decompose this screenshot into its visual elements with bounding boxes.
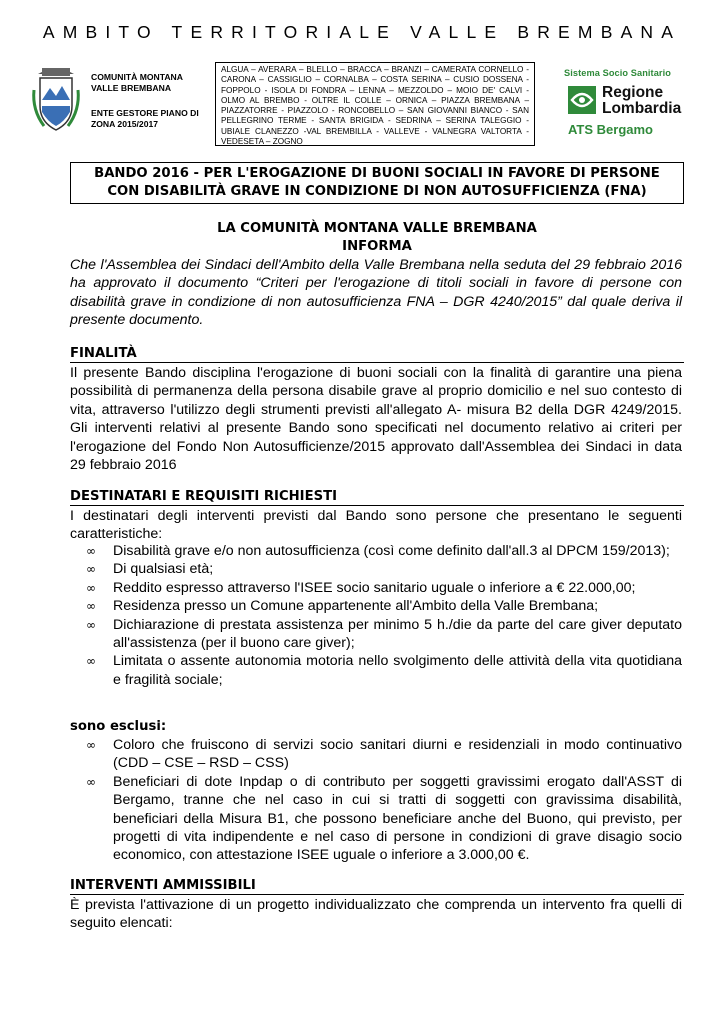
destinatari-heading: DESTINATARI E REQUISITI RICHIESTI <box>70 488 684 506</box>
bullet-icon: ∞ <box>86 544 96 558</box>
bullet-icon: ∞ <box>86 738 96 752</box>
ente-gestore: ENTE GESTORE PIANO DI ZONA 2015/2017 <box>91 108 199 129</box>
list-item: ∞ Disabilità grave e/o non autosufficienza (così come definito dall'all.3 al DPCM 159/2013); <box>86 543 670 559</box>
bullet-icon: ∞ <box>86 562 96 577</box>
bullet-icon: ∞ <box>86 580 96 595</box>
list-item: ∞ Di qualsiasi età; <box>86 561 214 578</box>
destinatari-list <box>86 542 682 689</box>
ats-bergamo: ATS Bergamo <box>568 122 653 137</box>
finalita-paragraph: Il presente Bando disciplina l'erogazione di buoni sociali con la finalità di garantire una piena possibilità di permanenza della persona disabile grave al proprio domicilio e nel suo contesto di vita, attraverso l'utilizzo degli strumenti previsti all'allegato A- misura B2 della DGR 4249/2015. Gli interventi relativi al presente Bando sono specificati nel documento relativo ai criteri per l'erogazione del Fondo Non Autosufficienze/2015 approvato dall'Assemblea dei Sindaci in data 29 febbraio 2016 <box>70 365 682 474</box>
destinatari-intro: I destinatari degli interventi previsti dal Bando sono persone che presentano le seguenti caratteristiche: <box>70 508 682 543</box>
bullet-icon: ∞ <box>86 617 96 632</box>
list-item: ∞ Reddito espresso attraverso l'ISEE socio sanitario uguale o inferiore a € 22.000,00; <box>86 579 636 596</box>
regione-lombardia-logo <box>564 68 694 142</box>
interventi-heading: INTERVENTI AMMISSIBILI <box>70 877 684 895</box>
comunita-name: COMUNITÀ MONTANA VALLE BREMBANA <box>91 72 183 93</box>
list-item: ∞ Residenza presso un Comune appartenente all'Ambito della Valle Brembana; <box>86 598 599 615</box>
bullet-icon: ∞ <box>86 599 96 614</box>
list-item: ∞ Dichiarazione di prestata assistenza per minimo 5 h./die da parte del care giver deputato all'assistenza (per il buono care giver); <box>86 616 682 652</box>
intro-paragraph: Che l'Assemblea dei Sindaci dell'Ambito della Valle Brembana nella seduta del 29 febbraio 2016 ha approvato il documento “Criteri per l'erogazione di titoli sociali in favore di persone con disabilità grave in condizione di non autosufficienza FNA – DGR 4240/2015” dal quale deriva il presente documento. <box>70 257 682 329</box>
sistema-socio-sanitario: Sistema Socio Sanitario <box>564 68 671 78</box>
esclusi-list <box>86 736 682 865</box>
regione-lombardia-text: Regione Lombardia <box>602 84 682 117</box>
bando-title-box: BANDO 2016 - PER L'EROGAZIONE DI BUONI SOCIALI IN FAVORE DI PERSONE CON DISABILITÀ GRAVE IN CONDIZIONE DI NON AUTOSUFFICIENZA (FNA) <box>70 162 684 204</box>
ambito-title: AMBITO TERRITORIALE VALLE BREMBANA <box>42 22 682 42</box>
interventi-paragraph: È prevista l'attivazione di un progetto individualizzato che comprenda un intervento fra quelli di seguito elencati: <box>70 897 682 932</box>
list-item: ∞ Limitata o assente autonomia motoria nello svolgimento delle attività della vita quotidiana e fragilità sociale; <box>86 653 682 688</box>
bullet-icon: ∞ <box>86 774 96 789</box>
esclusi-heading: sono esclusi: <box>70 719 167 734</box>
list-item: ∞ Coloro che fruiscono di servizi socio sanitari diurni e residenziali in modo continuativo (CDD – CSE – RSD – CSS) <box>86 737 682 772</box>
regione-logo-icon <box>568 86 596 114</box>
bullet-icon: ∞ <box>86 654 96 669</box>
informa-heading: LA COMUNITÀ MONTANA VALLE BREMBANA INFORMA <box>217 221 537 254</box>
list-item: ∞ Beneficiari di dote Inpdap o di contributo per soggetti gravissimi erogato dall'ASST di Bergamo, tranne che nel caso in cui si tratti di soggetti con gravissima disabilità, beneficiari della Misura B1, che possono beneficiare anche del Buono, qui previsto, per progetti di vita indipendente e nel caso di persone in condizioni di grave disagio socio economico, con attestazione ISEE uguale o inferiore a 3.000,00 €. <box>86 773 682 864</box>
finalita-heading: FINALITÀ <box>70 345 684 363</box>
towns-box: ALGUA – AVERARA – BLELLO – BRACCA – BRANZI – CAMERATA CORNELLO - CARONA – CASSIGLIO – CORNALBA – COSTA SERINA – CUSIO DOSSENA - FOPPOLO - ISOLA DI FONDRA – LENNA – MEZZOLDO – MOIO DE' CALVI - OLMO AL BREMBO - OLTRE IL COLLE – ORNICA – PIAZZA BREMBANA – PIAZZATORRE - PIAZZOLO - RONCOBELLO – SAN GIOVANNI BIANCO - SAN PELLEGRINO TERME - SANTA BRIGIDA - SEDRINA – SERINA TALEGGIO - UBIALE CLANEZZO -VAL BREMBILLA - VALLEVE - VALNEGRA VALTORTA - VEDESETA – ZOGNO <box>215 62 535 146</box>
crest-icon <box>30 60 82 136</box>
